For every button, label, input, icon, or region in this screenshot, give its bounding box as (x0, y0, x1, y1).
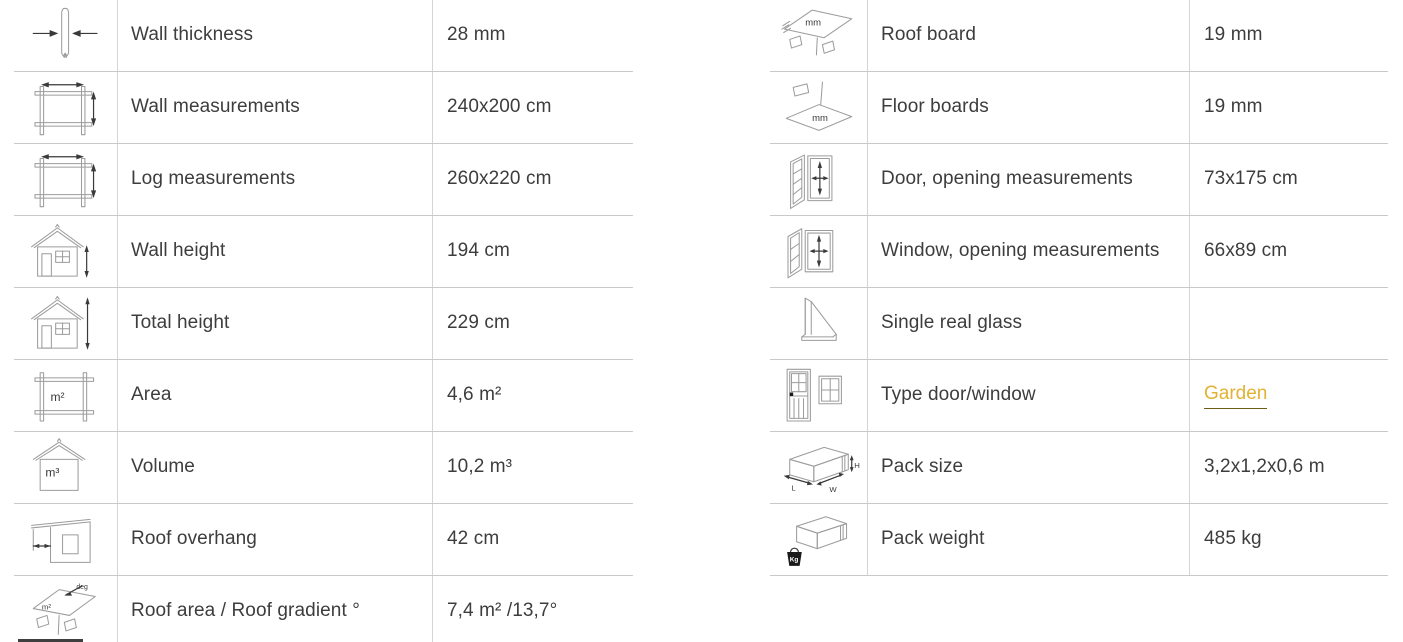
spec-label: Floor boards (881, 96, 989, 118)
spec-value: 229 cm (447, 312, 510, 334)
wall-thickness-icon (25, 5, 107, 67)
spec-label: Single real glass (881, 312, 1023, 334)
spec-label: Pack weight (881, 528, 985, 550)
wall-height-icon (25, 221, 107, 283)
left-spec-table (14, 0, 633, 642)
spec-value: 28 mm (447, 24, 506, 46)
spec-label: Roof overhang (131, 528, 257, 550)
table-row (14, 216, 633, 288)
floor-boards-icon (778, 77, 860, 139)
type-door-window-link[interactable]: Garden (1204, 383, 1267, 409)
table-row (770, 504, 1388, 576)
table-row (770, 144, 1388, 216)
table-row (14, 576, 633, 642)
spec-label: Area (131, 384, 172, 406)
spec-value: 240x200 cm (447, 96, 552, 118)
right-spec-table (770, 0, 1388, 576)
table-row (14, 72, 633, 144)
table-row (770, 360, 1388, 432)
table-row (14, 144, 633, 216)
table-row (770, 72, 1388, 144)
table-row (14, 504, 633, 576)
roof-area-gradient-icon (25, 581, 107, 642)
window-opening-icon (778, 221, 860, 283)
spec-label: Door, opening measurements (881, 168, 1133, 190)
spec-value: 260x220 cm (447, 168, 552, 190)
spec-label: Type door/window (881, 384, 1036, 406)
spec-value: 10,2 m³ (447, 456, 513, 478)
table-row (14, 288, 633, 360)
pack-weight-icon (778, 509, 860, 571)
spec-value: 19 mm (1204, 96, 1263, 118)
spec-value: 3,2x1,2x0,6 m (1204, 456, 1325, 478)
spec-label: Roof area / Roof gradient ° (131, 600, 360, 622)
spec-label: Window, opening measurements (881, 240, 1160, 262)
roof-overhang-icon (25, 509, 107, 571)
spec-label: Log measurements (131, 168, 296, 190)
area-icon (25, 365, 107, 427)
spec-label: Pack size (881, 456, 964, 478)
spec-value: 4,6 m² (447, 384, 502, 406)
log-measurements-icon (25, 149, 107, 211)
spec-value: 42 cm (447, 528, 500, 550)
roof-board-icon (778, 5, 860, 67)
spec-value: 194 cm (447, 240, 510, 262)
table-row (14, 0, 633, 72)
spec-label: Volume (131, 456, 195, 478)
table-row (14, 360, 633, 432)
wall-measurements-icon (25, 77, 107, 139)
spec-label: Wall measurements (131, 96, 300, 118)
door-opening-icon (778, 149, 860, 211)
spec-value: 66x89 cm (1204, 240, 1288, 262)
table-row (770, 0, 1388, 72)
table-row (770, 216, 1388, 288)
spec-label: Roof board (881, 24, 977, 46)
table-row (14, 432, 633, 504)
pack-size-icon (778, 437, 860, 499)
single-glass-icon (778, 293, 860, 355)
spec-label: Total height (131, 312, 230, 334)
table-row (770, 288, 1388, 360)
type-door-window-icon (778, 365, 860, 427)
spec-label: Wall height (131, 240, 226, 262)
spec-value: 19 mm (1204, 24, 1263, 46)
volume-icon (25, 437, 107, 499)
spec-label: Wall thickness (131, 24, 254, 46)
total-height-icon (25, 293, 107, 355)
table-row (770, 432, 1388, 504)
spec-value: 7,4 m² /13,7° (447, 600, 558, 622)
spec-value: 485 kg (1204, 528, 1262, 550)
spec-value: 73x175 cm (1204, 168, 1298, 190)
